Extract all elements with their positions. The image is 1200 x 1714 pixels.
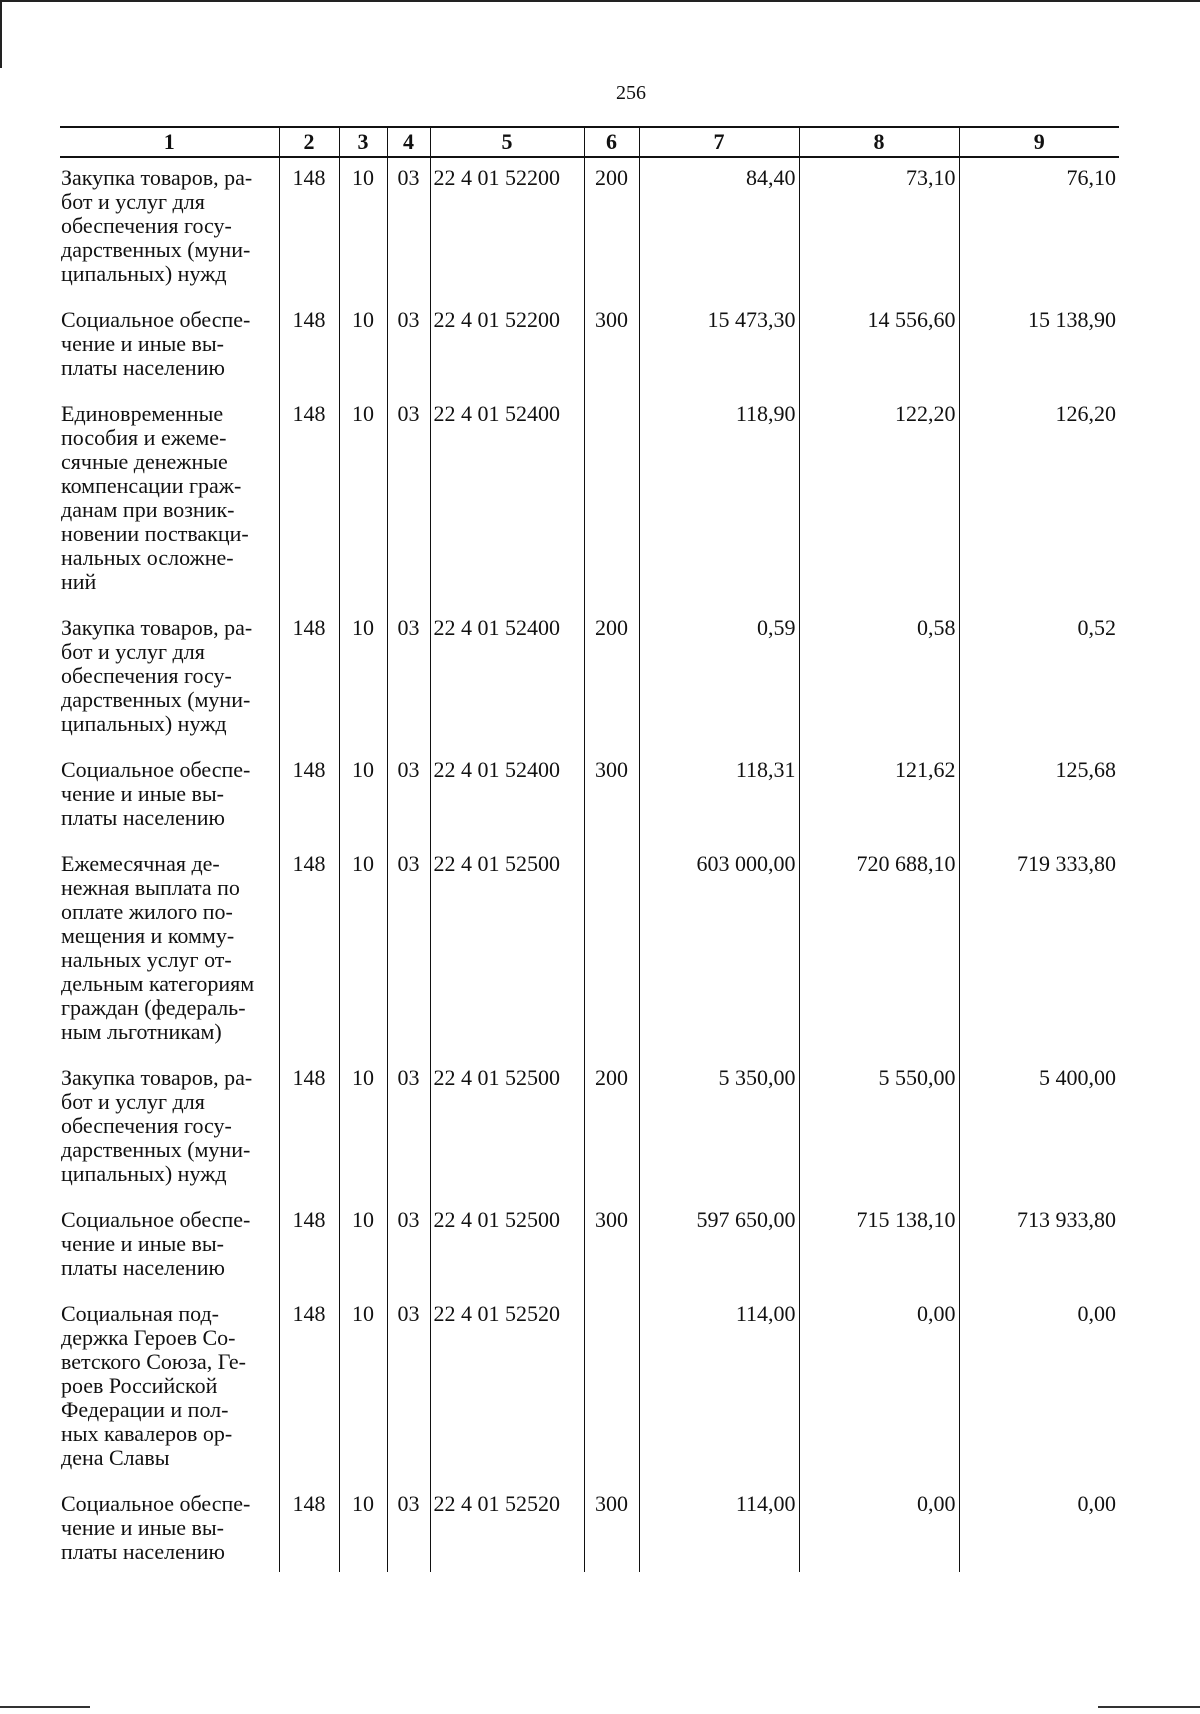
cell-col-9: 0,00 — [959, 1484, 1119, 1572]
table-row — [60, 844, 1119, 1058]
cell-col-4: 03 — [387, 844, 430, 1058]
cell-col-6 — [584, 394, 639, 608]
cell-col-7: 118,31 — [639, 750, 799, 844]
cell-col-9: 0,00 — [959, 1294, 1119, 1484]
cell-col-9: 719 333,80 — [959, 844, 1119, 1058]
cell-col-9: 125,68 — [959, 750, 1119, 844]
table-row — [60, 157, 1119, 300]
scan-edge-bottom-left — [0, 1706, 90, 1708]
cell-col-7: 15 473,30 — [639, 300, 799, 394]
row-name: Закупка товаров, ра- бот и услуг для обеспечения госу- дарственных (муни- ципальных) нужд — [61, 1065, 253, 1186]
row-name: Единовременные пособия и ежеме- сячные денежные компенсации граж- данам при возник- новении поствакци- нальных осложне- ний — [61, 401, 249, 594]
cell-col-4: 03 — [387, 300, 430, 394]
table-row — [60, 750, 1119, 844]
header-col-9: 9 — [959, 127, 1119, 157]
cell-col-6: 300 — [584, 750, 639, 844]
cell-col-4: 03 — [387, 750, 430, 844]
cell-col-8: 73,10 — [799, 157, 959, 300]
cell-col-9: 5 400,00 — [959, 1058, 1119, 1200]
cell-col-4: 03 — [387, 1058, 430, 1200]
cell-col-3: 10 — [339, 750, 387, 844]
table-row — [60, 1484, 1119, 1572]
row-name: Социальное обеспе- чение и иные вы- платы населению — [61, 757, 251, 830]
cell-col-2: 148 — [279, 300, 339, 394]
table-body — [60, 157, 1119, 1572]
cell-col-4: 03 — [387, 1294, 430, 1484]
row-name: Социальное обеспе- чение и иные вы- платы населению — [61, 1491, 251, 1564]
cell-col-9: 713 933,80 — [959, 1200, 1119, 1294]
cell-col-7: 603 000,00 — [639, 844, 799, 1058]
table-row — [60, 394, 1119, 608]
cell-col-8: 121,62 — [799, 750, 959, 844]
cell-col-8: 0,00 — [799, 1484, 959, 1572]
cell-col-7: 114,00 — [639, 1294, 799, 1484]
scan-edge-bottom-right — [1098, 1706, 1200, 1708]
cell-col-3: 10 — [339, 394, 387, 608]
table-row — [60, 1058, 1119, 1200]
cell-col-5: 22 4 01 52400 — [430, 608, 584, 750]
row-name: Социальное обеспе- чение и иные вы- платы населению — [61, 307, 251, 380]
cell-col-7: 118,90 — [639, 394, 799, 608]
cell-col-6: 200 — [584, 608, 639, 750]
cell-col-8: 0,58 — [799, 608, 959, 750]
cell-col-8: 720 688,10 — [799, 844, 959, 1058]
header-col-5: 5 — [430, 127, 584, 157]
cell-col-5: 22 4 01 52200 — [430, 300, 584, 394]
cell-col-4: 03 — [387, 608, 430, 750]
row-name: Социальное обеспе- чение и иные вы- платы населению — [61, 1207, 251, 1280]
cell-col-5: 22 4 01 52520 — [430, 1294, 584, 1484]
scan-edge-top — [0, 0, 1200, 2]
cell-col-2: 148 — [279, 844, 339, 1058]
cell-col-8: 122,20 — [799, 394, 959, 608]
cell-col-6: 200 — [584, 1058, 639, 1200]
cell-col-6 — [584, 844, 639, 1058]
cell-col-5: 22 4 01 52200 — [430, 157, 584, 300]
cell-col-3: 10 — [339, 844, 387, 1058]
cell-col-7: 114,00 — [639, 1484, 799, 1572]
cell-col-8: 715 138,10 — [799, 1200, 959, 1294]
cell-col-3: 10 — [339, 1200, 387, 1294]
cell-col-6: 200 — [584, 157, 639, 300]
cell-col-3: 10 — [339, 157, 387, 300]
cell-col-5: 22 4 01 52500 — [430, 1058, 584, 1200]
cell-col-4: 03 — [387, 1484, 430, 1572]
row-name: Закупка товаров, ра- бот и услуг для обеспечения госу- дарственных (муни- ципальных) нужд — [61, 165, 253, 286]
table-row — [60, 1294, 1119, 1484]
cell-col-4: 03 — [387, 1200, 430, 1294]
cell-col-3: 10 — [339, 1484, 387, 1572]
table-row — [60, 1200, 1119, 1294]
cell-col-2: 148 — [279, 157, 339, 300]
cell-col-2: 148 — [279, 1058, 339, 1200]
cell-col-3: 10 — [339, 608, 387, 750]
header-col-1: 1 — [60, 127, 279, 157]
cell-col-9: 15 138,90 — [959, 300, 1119, 394]
header-col-6: 6 — [584, 127, 639, 157]
cell-col-3: 10 — [339, 1294, 387, 1484]
cell-col-6: 300 — [584, 300, 639, 394]
cell-col-3: 10 — [339, 300, 387, 394]
cell-col-2: 148 — [279, 1200, 339, 1294]
cell-col-4: 03 — [387, 157, 430, 300]
cell-col-7: 84,40 — [639, 157, 799, 300]
table-header — [60, 127, 1119, 157]
cell-col-6: 300 — [584, 1200, 639, 1294]
header-col-3: 3 — [339, 127, 387, 157]
header-col-8: 8 — [799, 127, 959, 157]
row-name: Ежемесячная де- нежная выплата по оплате жилого по- мещения и комму- нальных услуг от- дельным категориям граждан (федераль- ным льготникам) — [61, 851, 255, 1044]
cell-col-2: 148 — [279, 1484, 339, 1572]
budget-table — [60, 126, 1119, 1572]
cell-col-9: 0,52 — [959, 608, 1119, 750]
cell-col-8: 14 556,60 — [799, 300, 959, 394]
cell-col-3: 10 — [339, 1058, 387, 1200]
cell-col-5: 22 4 01 52400 — [430, 394, 584, 608]
cell-col-2: 148 — [279, 608, 339, 750]
header-col-4: 4 — [387, 127, 430, 157]
cell-col-7: 597 650,00 — [639, 1200, 799, 1294]
cell-col-4: 03 — [387, 394, 430, 608]
page-number: 256 — [616, 82, 646, 104]
cell-col-9: 76,10 — [959, 157, 1119, 300]
header-col-7: 7 — [639, 127, 799, 157]
scan-edge-left — [0, 0, 2, 68]
cell-col-6: 300 — [584, 1484, 639, 1572]
cell-col-8: 0,00 — [799, 1294, 959, 1484]
cell-col-5: 22 4 01 52400 — [430, 750, 584, 844]
cell-col-6 — [584, 1294, 639, 1484]
cell-col-9: 126,20 — [959, 394, 1119, 608]
table-row — [60, 300, 1119, 394]
cell-col-2: 148 — [279, 394, 339, 608]
cell-col-7: 0,59 — [639, 608, 799, 750]
cell-col-5: 22 4 01 52500 — [430, 844, 584, 1058]
cell-col-2: 148 — [279, 1294, 339, 1484]
cell-col-7: 5 350,00 — [639, 1058, 799, 1200]
cell-col-2: 148 — [279, 750, 339, 844]
header-col-2: 2 — [279, 127, 339, 157]
header-row — [60, 127, 1119, 157]
row-name: Социальная под- держка Героев Со- ветского Союза, Ге- роев Российской Федерации и пол- ных кавалеров ор- дена Славы — [61, 1301, 246, 1470]
cell-col-5: 22 4 01 52500 — [430, 1200, 584, 1294]
row-name: Закупка товаров, ра- бот и услуг для обеспечения госу- дарственных (муни- ципальных) нужд — [61, 615, 253, 736]
table-row — [60, 608, 1119, 750]
cell-col-8: 5 550,00 — [799, 1058, 959, 1200]
cell-col-5: 22 4 01 52520 — [430, 1484, 584, 1572]
